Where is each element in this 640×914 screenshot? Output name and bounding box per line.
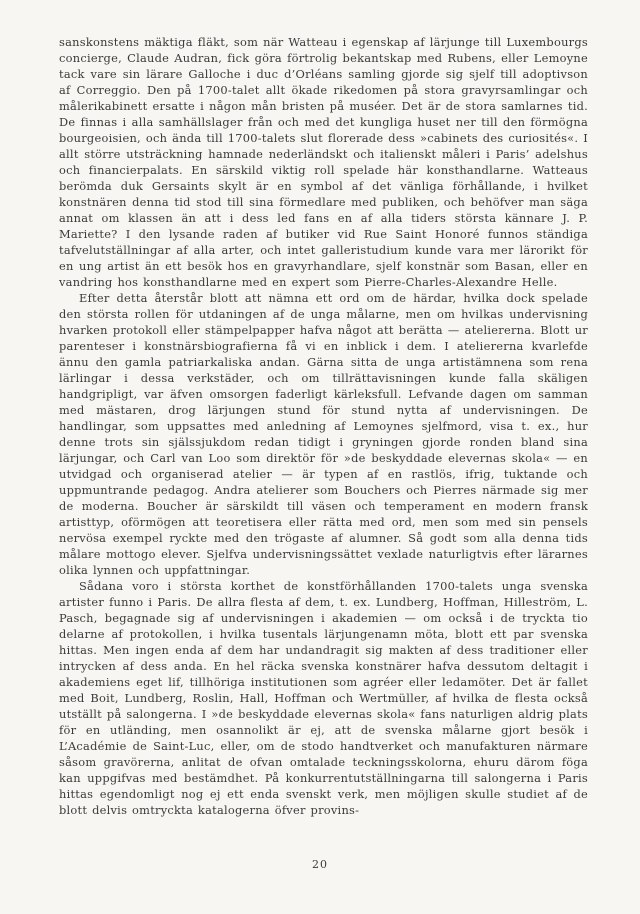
paragraph-2: Efter detta återstår blott att nämna ett ord om de härdar, hvilka dock spelade den största rollen för utdaningen af de unga målarne, men om hvilkas undervisning hvarken protokoll eller stämpelpapper hafva något att berätta — ateliererna. Blott ur parenteser i konstnärsbiografierna få vi en inblick i dem. I ateliererna kvarlefde ännu den gamla patriarkaliska andan. Gärna sitta de unga artistämnena som rena lärlingar i dessa verkstäder, och om tillrättavisningen kunde falla skäligen handgripligt, var äfven omsorgen faderligt kärleksfull. Lefvande dagen om samman med mästaren, drog lärjungen stund för stund nytta af undervisningen. De handlingar, som uppsattes med anledning af Lemoynes sjelfmord, visa t. ex., hur denne trots sin själssjukdom redan tidigt i gryningen gjorde ronden bland sina lärjungar, och Carl van Loo som direktör för »de beskyddade elevernas skola« — en utvidgad och organiserad atelier — är typen af en rastlös, ifrig, tuktande och uppmuntrande pedagog. Andra atelierer som Bouchers och Pierres närmade sig mer de moderna. Boucher är särskildt till väsen och temperament en modern fransk artisttyp, oförmögen att teoretisera eller rätta med ord, men som med sin pensels nervösa exempel ryckte med den trögaste af alumner. Så godt som alla denna tids målare mottogo elever. Sjelfva undervisningssättet vexlade naturligtvis efter lärarnes olika lynnen och uppfattningar. — [59, 291, 588, 577]
page-text — [59, 34, 588, 818]
paragraph-1: sanskonstens mäktiga fläkt, som när Watteau i egenskap af lärjunge till Luxembourgs concierge, Claude Audran, fick göra förtrolig bekantskap med Rubens, eller Lemoyne tack vare sin lärare Galloche i duc d’Orléans samling gjorde sig sjelf till adoptivson af Correggio. Den på 1700-talet allt ökade rikedomen på stora gravyrsamlingar och målerikabinett ersatte i någon mån bristen på muséer. Det är de stora samlarnes tid. De finnas i alla samhällslager från och med det kungliga huset ner till den förmögna bourgeoisien, och ända till 1700-talets slut florerade dess »cabinets des curiosités«. I allt större utsträckning hamnade nederländskt och italienskt måleri i Paris’ adelshus och financierpalats. En särskild viktig roll spelade här konsthandlarne. Watteaus berömda duk Gersaints skylt är en symbol af det vänliga förhållande, i hvilket konstnären denna tid stod till sina förmedlare med publiken, och behöfver man säga annat om klassen än att i dess led fans en af alla tiders största kännare J. P. Mariette? I den lysande raden af butiker vid Rue Saint Honoré funnos ständiga tafvelutställningar af alla arter, och intet galleristudium kunde vara mer lärorikt för en ung artist än ett besök hos en gravyrhandlare, sjelf konstnär som Basan, eller en vandring hos konsthandlarne med en expert som Pierre-Charles-Alexandre Helle. — [59, 35, 588, 289]
paragraph-3: Sådana voro i största korthet de konstförhållanden 1700-talets unga svenska artister funno i Paris. De allra flesta af dem, t. ex. Lundberg, Hoffman, Hilleström, L. Pasch, begagnade sig af undervisningen i akademien — om också i de tryckta tio delarne af protokollen, i hvilka tusentals lärjungenamn möta, blott ett par svenska hittas. Men ingen enda af dem har undandragit sig makten af dess traditioner eller intrycken af dess anda. En hel räcka svenska konstnärer hafva dessutom deltagit i akademiens eget lif, tillhörigа institutionen som agréer eller ledamöter. Det är fallet med Boit, Lundberg, Roslin, Hall, Hoffman och Wertmüller, af hvilka de flesta också utställt på salongerna. I »de beskyddade elevernas skola« fans naturligen aldrig plats för en utländing, men osannolikt är ej, att de svenska målarne gjort besök i L’Académie de Saint-Luc, eller, om de stodo handtverket och manufakturen närmare såsom gravörerna, anlitat de ofvan omtalade teckningsskolorna, ehuru därom föga kan uppgifvas med bestämdhet. På konkurrentutställningarna till salongerna i Paris hittas egendomligt nog ej ett enda svenskt verk, men möjligen skulle studiet af de blott delvis omtryckta katalogerna öfver provins- — [59, 579, 588, 817]
page-number: 20 — [312, 858, 328, 871]
